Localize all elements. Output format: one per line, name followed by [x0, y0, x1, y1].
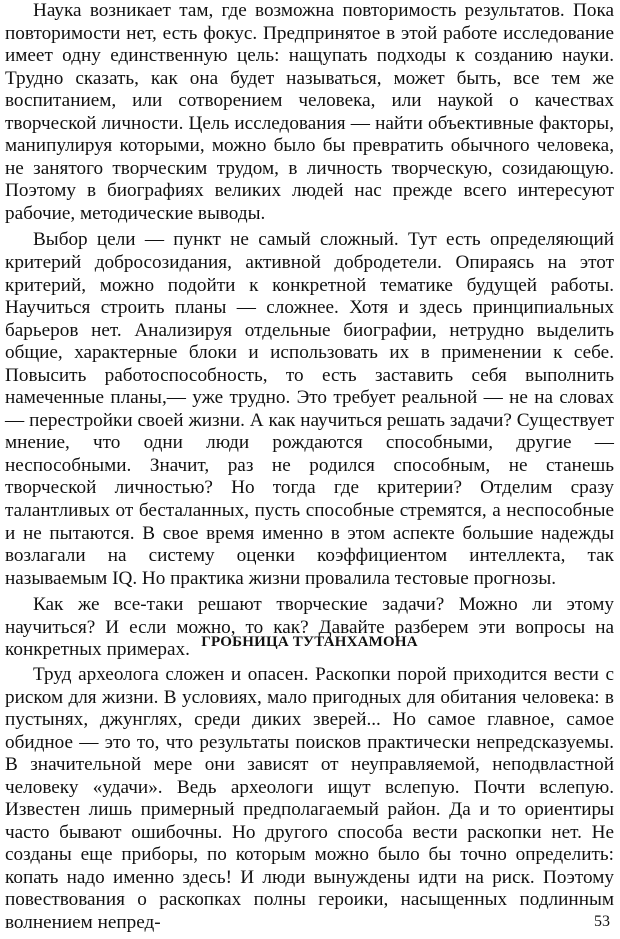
paragraph: Труд археолога сложен и опасен. Раскопки порой приходится вести с риском для жизни. В условиях, мало пригодных для обитания человека: в пустынях, джунглях, среди диких зверей... Но самое главное, самое обидное — это то, что результаты поисков практически непредсказуемы. В значительной мере они зависят от неуправляемой, неподвластной человеку «удачи». Ведь археологи ищут вслепую. Почти вслепую. Известен лишь примерный предполагаемый район. Да и то ориентиры часто бывают ошибочны. Но другого способа вести раскопки нет. Не созданы еще приборы, по которым можно было бы точно определить: копать надо именно здесь! И люди вынуждены идти на риск. Поэтому повествования о раскопках полны героики, насыщенных подлинным волнением непред-: [5, 664, 614, 934]
paragraph: Наука возникает там, где возможна повторимость результатов. Пока повторимости нет, есть фокус. Предпринятое в этой работе исследование имеет одну единственную цель: нащупать подходы к созданию науки. Трудно сказать, как она будет называться, может быть, все тем же воспитанием, или сотворением человека, или наукой о качествах творческой личности. Цель исследования — найти объективные факторы, манипулируя которыми, можно было бы превратить обычного человека, не занятого творческим трудом, в личность творческую, созидающую. Поэтому в биографиях великих людей нас прежде всего интересуют рабочие, методические выводы.: [5, 0, 614, 224]
section-heading: ГРОБНИЦА ТУТАНХАМОНА: [201, 634, 418, 650]
paragraph: Как же все-таки решают творческие задачи? Можно ли этому научиться? И если можно, то как? Давайте разберем эти вопросы на конкретных примерах.: [5, 594, 614, 661]
text-block-intro: [5, 0, 614, 662]
text-block-section: [5, 664, 614, 935]
paragraph: Выбор цели — пункт не самый сложный. Тут есть определяющий критерий добросозидания, активной добродетели. Опираясь на этот критерий, можно подойти к конкретной тематике будущей работы. Научиться строить планы — сложнее. Хотя и здесь принципиальных барьеров нет. Анализируя отдельные биографии, нетрудно выделить общие, характерные блоки и использовать их в применении к себе. Повысить работоспособность, то есть заставить себя выполнить намеченные планы,— уже трудно. Это требует реальной — не на словах — перестройки своей жизни. А как научиться решать задачи? Существует мнение, что одни люди рождаются способными, другие — неспособными. Значит, раз не родился способным, не станешь творческой личностью? Но тогда где критерии? Отделим сразу талантливых от бесталанных, пусть способные стремятся, а неспособные и не пытаются. В свое время именно в этом аспекте большие надежды возлагали на систему оценки коэффициентом интеллекта, так называемым IQ. Но практика жизни провалила тестовые прогнозы.: [5, 229, 614, 589]
page-number: 53: [594, 913, 610, 930]
